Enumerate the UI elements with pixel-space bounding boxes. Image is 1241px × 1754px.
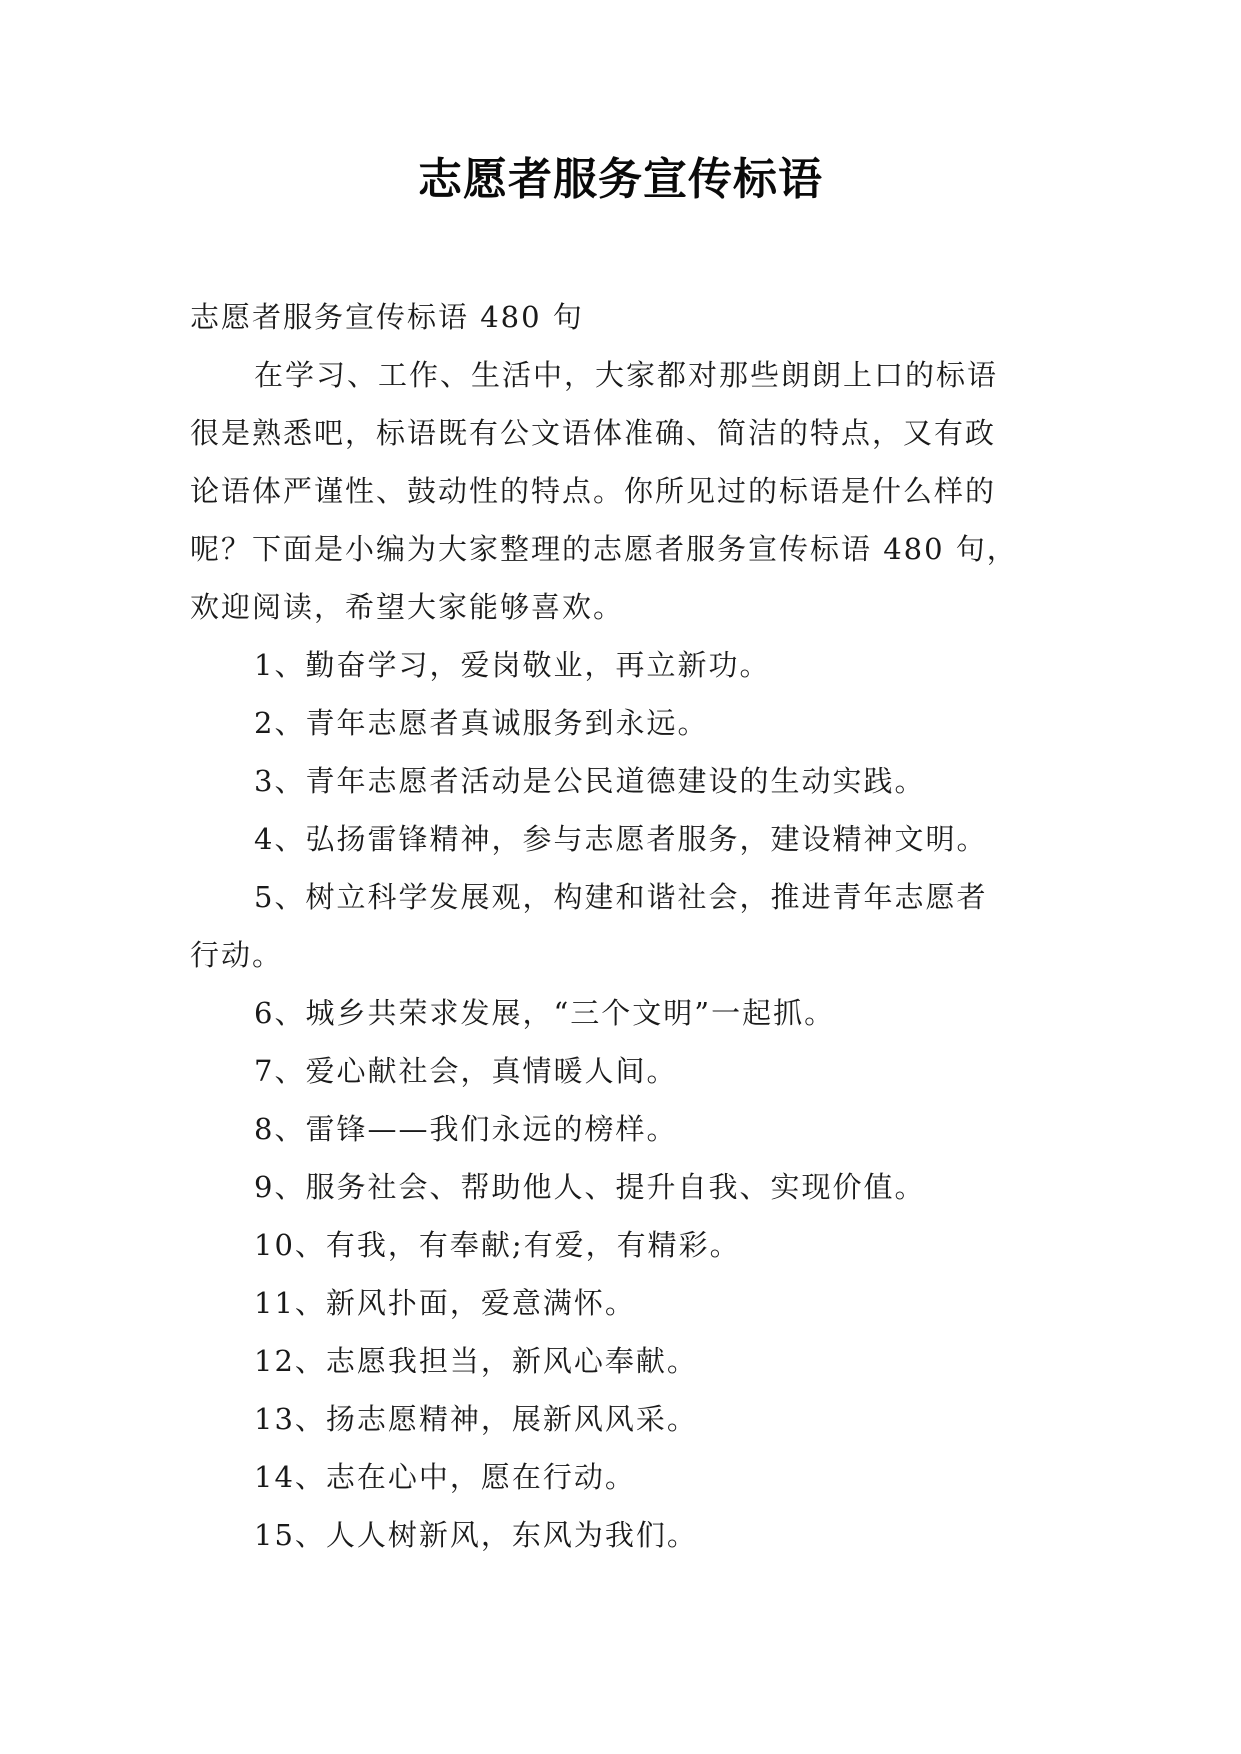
list-item: 2、青年志愿者真诚服务到永远。 [254,706,709,740]
intro-line: 论语体严谨性、鼓动性的特点。你所见过的标语是什么样的 [190,474,997,508]
intro-line: 很是熟悉吧，标语既有公文语体准确、简洁的特点，又有政 [190,416,997,450]
list-item: 10、有我，有奉献;有爱，有精彩。 [254,1228,741,1262]
list-item-continuation: 行动。 [190,938,284,972]
intro-line: 在学习、工作、生活中，大家都对那些朗朗上口的标语 [254,358,999,392]
list-item: 15、人人树新风，东风为我们。 [254,1518,698,1552]
document-body [190,288,1070,1564]
intro-line: 呢？下面是小编为大家整理的志愿者服务宣传标语 480 句， [190,532,1018,566]
list-item: 4、弘扬雷锋精神，参与志愿者服务，建设精神文明。 [254,822,988,856]
list-item: 6、城乡共荣求发展，“三个文明”一起抓。 [254,996,836,1030]
subtitle-line: 志愿者服务宣传标语 480 句 [190,300,584,334]
list-item: 9、服务社会、帮助他人、提升自我、实现价值。 [254,1170,926,1204]
list-item: 1、勤奋学习，爱岗敬业，再立新功。 [254,648,771,682]
list-item: 5、树立科学发展观，构建和谐社会，推进青年志愿者 [254,880,988,914]
list-item: 7、爱心献社会，真情暖人间。 [254,1054,678,1088]
list-item: 12、志愿我担当，新风心奉献。 [254,1344,698,1378]
list-item: 14、志在心中，愿在行动。 [254,1460,636,1494]
page-title: 志愿者服务宣传标语 [418,154,823,205]
list-item: 13、扬志愿精神，展新风风采。 [254,1402,698,1436]
intro-line: 欢迎阅读，希望大家能够喜欢。 [190,590,625,624]
list-item: 11、新风扑面，爱意满怀。 [254,1286,636,1320]
list-item: 8、雷锋——我们永远的榜样。 [254,1112,678,1146]
list-item: 3、青年志愿者活动是公民道德建设的生动实践。 [254,764,926,798]
